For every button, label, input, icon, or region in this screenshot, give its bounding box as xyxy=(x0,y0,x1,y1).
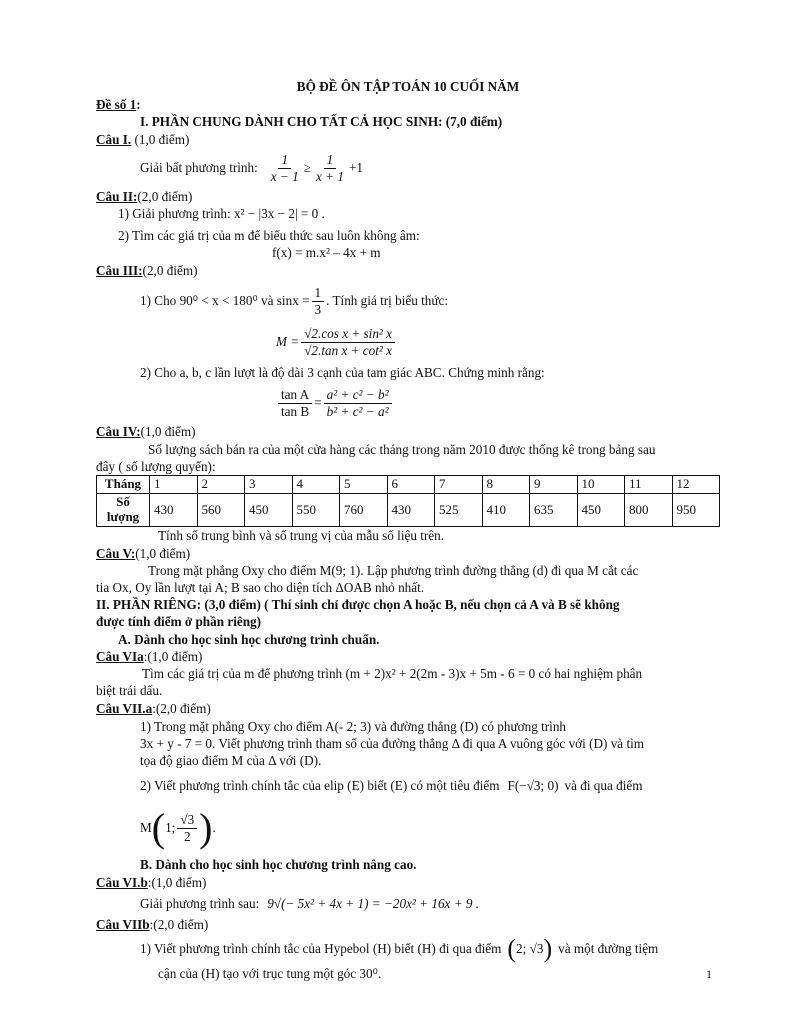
question-2-item-1-math: x² − |3x − 2| = 0 xyxy=(233,206,319,221)
fraction-1-num: 1 xyxy=(278,152,291,168)
table-cell: 1 xyxy=(150,476,198,494)
table-cell: 4 xyxy=(292,476,340,494)
one-third-fraction xyxy=(312,285,325,316)
question-7a-points: :(2,0 điểm) xyxy=(152,701,211,716)
question-7b-text-1 xyxy=(96,933,720,965)
table-cell: 525 xyxy=(435,494,483,527)
geq-sign: ≥ xyxy=(303,160,311,176)
table-header-quantity: Số lượng xyxy=(97,494,150,527)
fraction-2-den: x + 1 xyxy=(315,168,344,184)
question-6b-label: Câu VI.b xyxy=(96,875,148,890)
question-4-text-2: đây ( số lượng quyển): xyxy=(96,459,216,474)
table-cell: 430 xyxy=(150,494,198,527)
point-m-expression xyxy=(96,800,720,856)
expression-m-den: √2.tan x + cot² x xyxy=(304,342,393,358)
question-4-points: (1,0 điểm) xyxy=(140,424,196,439)
table-cell: 450 xyxy=(577,494,625,527)
document-page xyxy=(96,78,720,987)
focus-point: F(−√3; 0) xyxy=(507,778,559,794)
page-number: 1 xyxy=(706,967,712,981)
left-paren: ( xyxy=(151,805,166,850)
question-7a-text-4b: và đi qua điểm xyxy=(564,778,643,794)
side-ratio xyxy=(324,387,392,418)
question-7a-text-1: 1) Trong mặt phẳng Oxy cho điểm A(- 2; 3) và đường thẳng (D) có phương trình xyxy=(140,719,567,734)
sales-table xyxy=(96,475,720,527)
exam-number xyxy=(96,96,720,113)
table-cell: 6 xyxy=(387,476,435,494)
point-m-label: M xyxy=(140,820,152,836)
table-cell: 635 xyxy=(530,494,578,527)
left-paren: ( xyxy=(507,934,517,963)
expression-m-fraction xyxy=(301,326,395,357)
table-cell: 8 xyxy=(482,476,530,494)
right-paren: ) xyxy=(543,934,553,963)
question-7a-text-4a: 2) Viết phương trình chính tắc của elip (E) biết (E) có một tiêu điểm xyxy=(140,778,500,794)
question-5-text-1: Trong mặt phẳng Oxy cho điểm M(9; 1). Lập phương trình đường thẳng (d) đi qua M cắt các xyxy=(148,563,639,578)
plus-one: +1 xyxy=(348,160,363,176)
tan-b: tan B xyxy=(281,403,310,419)
question-4-text-1: Số lượng sách bán ra của một cửa hàng các tháng trong năm 2010 được thống kê trong bảng sau xyxy=(148,442,656,457)
question-4-label: Câu IV: xyxy=(96,424,141,439)
question-1-label: Câu I. xyxy=(96,132,132,147)
document-title: BỘ ĐỀ ÔN TẬP TOÁN 10 CUỐI NĂM xyxy=(296,79,520,94)
part1-heading: I. PHẦN CHUNG DÀNH CHO TẤT CẢ HỌC SINH: (7,0 điểm) xyxy=(140,114,503,129)
question-6b-text: Giải phương trình sau: xyxy=(140,896,260,912)
question-1-text: Giải bất phương trình: xyxy=(140,160,258,176)
question-6a-header xyxy=(96,648,720,665)
table-cell: 550 xyxy=(292,494,340,527)
fraction-2-num: 1 xyxy=(324,152,337,168)
expression-m xyxy=(96,320,720,364)
question-7a-text-4 xyxy=(96,772,720,800)
expression-m-num: √2.cos x + sin² x xyxy=(301,326,395,342)
question-3-item-1 xyxy=(96,282,720,320)
question-3-label: Câu III: xyxy=(96,263,143,278)
part2-heading-1: II. PHẦN RIÊNG: (3,0 điểm) ( Thí sinh chỉ được chọn A hoặc B, nếu chọn cả A và B sẽ không xyxy=(96,597,620,612)
one-third-den: 3 xyxy=(314,301,322,317)
point-m-fraction xyxy=(177,812,197,843)
point-m-den: 2 xyxy=(183,828,191,844)
question-6b-body xyxy=(96,892,720,916)
question-3-item-2: 2) Cho a, b, c lần lượt là độ dài 3 cạnh của tam giác ABC. Chứng minh rằng: xyxy=(140,365,545,380)
table-cell: 450 xyxy=(245,494,293,527)
fraction-1 xyxy=(268,152,302,183)
question-7a-text-2: 3x + y - 7 = 0. Viết phương trình tham số của đường thẳng Δ đi qua A vuông góc với (D) và tìm xyxy=(140,736,645,751)
fraction-2 xyxy=(313,152,347,183)
question-2-item-1-text: 1) Giải phương trình: xyxy=(118,206,231,221)
table-cell: 10 xyxy=(577,476,625,494)
table-cell: 560 xyxy=(197,494,245,527)
question-6a-text-2: biệt trái dấu. xyxy=(96,683,163,698)
question-2-item-1: 1) Giải phương trình: x² − |3x − 2| = 0 . xyxy=(118,206,325,221)
question-6b-points: :(1,0 điểm) xyxy=(147,875,207,890)
question-5-header xyxy=(96,545,720,562)
table-cell: 410 xyxy=(482,494,530,527)
question-2-header xyxy=(96,188,720,205)
tan-ratio xyxy=(278,387,312,418)
exam-number-colon: : xyxy=(136,97,141,112)
side-ratio-den: b² + c² − a² xyxy=(326,403,389,419)
table-cell: 11 xyxy=(625,476,673,494)
table-cell: 800 xyxy=(625,494,673,527)
table-row-values xyxy=(97,494,720,527)
question-6a-text-1: Tìm các giá trị của m để phương trình (m + 2)x² + 2(2m - 3)x + 5m - 6 = 0 có hai nghiệm phân xyxy=(142,666,643,681)
question-7a-label: Câu VII.a xyxy=(96,701,153,716)
question-7a-header xyxy=(96,700,720,718)
question-6b-equation: 9√(− 5x² + 4x + 1) = −20x² + 16x + 9 . xyxy=(267,896,480,912)
question-5-text-2: tia Ox, Oy lần lượt tại A; B sao cho diện tích ΔOAB nhỏ nhất. xyxy=(96,580,425,595)
question-6b-header xyxy=(96,874,720,892)
question-2-formula: f(x) = m.x² – 4x + m xyxy=(272,245,381,260)
equals-sign: = xyxy=(314,395,322,411)
table-cell: 7 xyxy=(435,476,483,494)
question-7b-points: :(2,0 điểm) xyxy=(149,917,209,932)
question-7a-text-3: tọa độ giao điểm M của Δ với (D). xyxy=(140,753,322,768)
table-cell: 9 xyxy=(530,476,578,494)
table-cell: 950 xyxy=(672,494,720,527)
point-m-num: √3 xyxy=(177,812,197,828)
question-5-label: Câu V: xyxy=(96,546,136,561)
question-7b-text-1b: và một đường tiệm xyxy=(558,941,659,957)
right-paren: ) xyxy=(199,805,213,850)
side-ratio-num: a² + c² − b² xyxy=(324,387,392,403)
table-cell: 2 xyxy=(197,476,245,494)
question-3-item-1-text-a: 1) Cho 90⁰ < x < 180⁰ và sinx = xyxy=(140,293,310,309)
question-2-label: Câu II: xyxy=(96,189,138,204)
table-header-month: Tháng xyxy=(97,476,150,494)
question-1-header xyxy=(96,131,720,148)
expression-m-lhs: M = xyxy=(276,334,300,350)
one-third-num: 1 xyxy=(312,285,325,301)
question-6a-label: Câu VIa xyxy=(96,649,144,664)
point-m-x: 1; xyxy=(165,820,176,836)
table-cell: 430 xyxy=(387,494,435,527)
question-7b-text-1a: 1) Viết phương trình chính tắc của Hypebol (H) biết (H) đi qua điểm xyxy=(140,941,502,957)
question-3-points: (2,0 điểm) xyxy=(142,263,198,278)
question-2-points: (2,0 điểm) xyxy=(137,189,193,204)
table-cell: 12 xyxy=(672,476,720,494)
hyperbola-point: 2; √3 xyxy=(516,941,544,957)
question-4-text-3: Tính số trung bình và số trung vị của mẫu số liệu trên. xyxy=(158,528,445,543)
fraction-1-den: x − 1 xyxy=(270,168,299,184)
part2-heading-2: được tính điểm ở phần riêng) xyxy=(96,614,262,629)
tan-identity xyxy=(96,383,720,423)
question-3-header xyxy=(96,262,720,282)
table-cell: 5 xyxy=(340,476,388,494)
question-6a-points: :(1,0 điểm) xyxy=(143,649,203,664)
tan-a: tan A xyxy=(278,387,312,403)
question-7b-label: Câu VIIb xyxy=(96,917,150,932)
table-row-months xyxy=(97,476,720,494)
question-7b-text-2: cận của (H) tạo với trục tung một góc 30⁰. xyxy=(158,966,382,981)
exam-number-label: Đề số 1 xyxy=(96,97,137,112)
question-7b-header xyxy=(96,916,720,933)
table-cell: 3 xyxy=(245,476,293,494)
point-m-end: . xyxy=(212,820,216,836)
question-4-header xyxy=(96,423,720,441)
question-1-points: (1,0 điểm) xyxy=(131,132,190,147)
question-1-body xyxy=(96,148,720,188)
table-cell: 760 xyxy=(340,494,388,527)
part-b-heading: B. Dành cho học sinh học chương trình nâng cao. xyxy=(140,857,417,872)
question-5-points: (1,0 điểm) xyxy=(135,546,191,561)
part-a-heading: A. Dành cho học sinh học chương trình chuẩn. xyxy=(118,632,380,647)
question-3-item-1-text-b: . Tính giá trị biểu thức: xyxy=(326,293,449,309)
question-2-item-2: 2) Tìm các giá trị của m để biểu thức sau luôn không âm: xyxy=(118,228,420,243)
